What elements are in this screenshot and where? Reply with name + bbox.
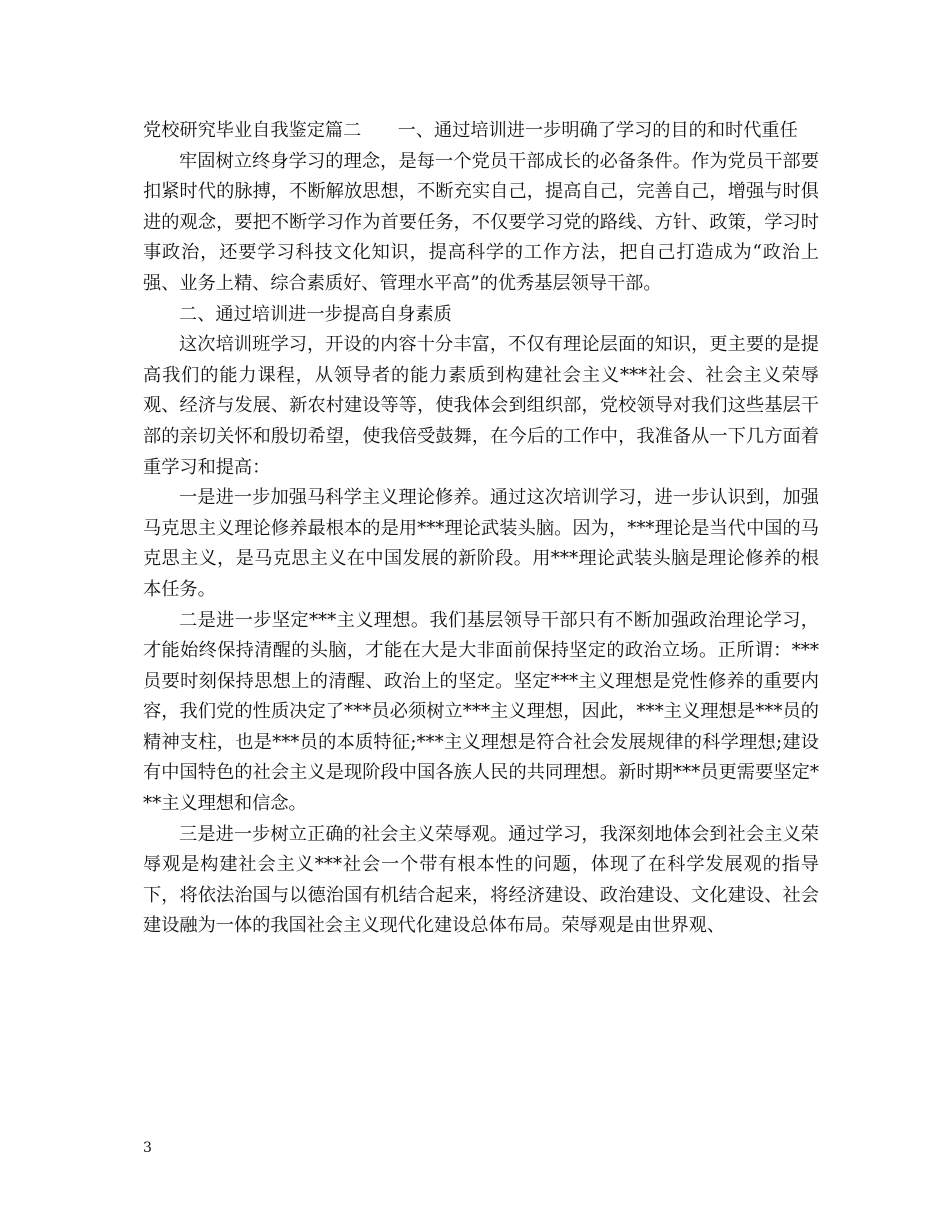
paragraph-4: 二是进一步坚定***主义理想。我们基层领导干部只有不断加强政治理论学习，才能始终保持清醒的头脑，才能在大是大非面前保持坚定的政治立场。正所谓：***员要时刻保持思想上的清醒、政治上的坚定。坚定***主义理想是党性修养的重要内容，我们党的性质决定了***员必须树立***主义理想，因此，***主义理想是***员的精神支柱，也是***员的本质特征;***主义理想是符合社会发展规律的科学理想;建设有中国特色的社会主义是现阶段中国各族人民的共同理想。新时期***员更需要坚定***主义理想和信念。 xyxy=(143,609,819,815)
paragraph-1: 牢固树立终身学习的理念，是每一个党员干部成长的必备条件。作为党员干部要扣紧时代的脉搏，不断解放思想，不断充实自己，提高自己，完善自己，增强与时俱进的观念，要把不断学习作为首要任务，不仅要学习党的路线、方针、政策，学习时事政治，还要学习科技文化知识，提高科学的工作方法，把自己打造成为“政治上强、业务上精、综合素质好、管理水平高”的优秀基层领导干部。 xyxy=(143,150,819,294)
document-body xyxy=(143,116,819,942)
document-title-line: 党校研究毕业自我鉴定篇二 一、通过培训进一步明确了学习的目的和时代重任 xyxy=(143,120,798,141)
paragraph-2: 这次培训班学习，开设的内容十分丰富，不仅有理论层面的知识，更主要的是提高我们的能力课程，从领导者的能力素质到构建社会主义***社会、社会主义荣辱观、经济与发展、新农村建设等等，使我体会到组织部，党校领导对我们这些基层干部的亲切关怀和殷切希望，使我倍受鼓舞，在今后的工作中，我准备从一下几方面着重学习和提高： xyxy=(143,334,819,478)
page-number: 3 xyxy=(143,1140,152,1156)
section-heading-2: 二、通过培训进一步提高自身素质 xyxy=(179,303,452,325)
paragraph-5: 三是进一步树立正确的社会主义荣辱观。通过学习，我深刻地体会到社会主义荣辱观是构建社会主义***社会一个带有根本性的问题，体现了在科学发展观的指导下，将依法治国与以德治国有机结合起来，将经济建设、政治建设、文化建设、社会建设融为一体的我国社会主义现代化建设总体布局。荣辱观是由世界观、 xyxy=(143,823,819,937)
paragraph-3: 一是进一步加强马科学主义理论修养。通过这次培训学习，进一步认识到，加强马克思主义理论修养最根本的是用***理论武装头脑。因为，***理论是当代中国的马克思主义，是马克思主义在中国发展的新阶段。用***理论武装头脑是理论修养的根本任务。 xyxy=(143,487,819,600)
